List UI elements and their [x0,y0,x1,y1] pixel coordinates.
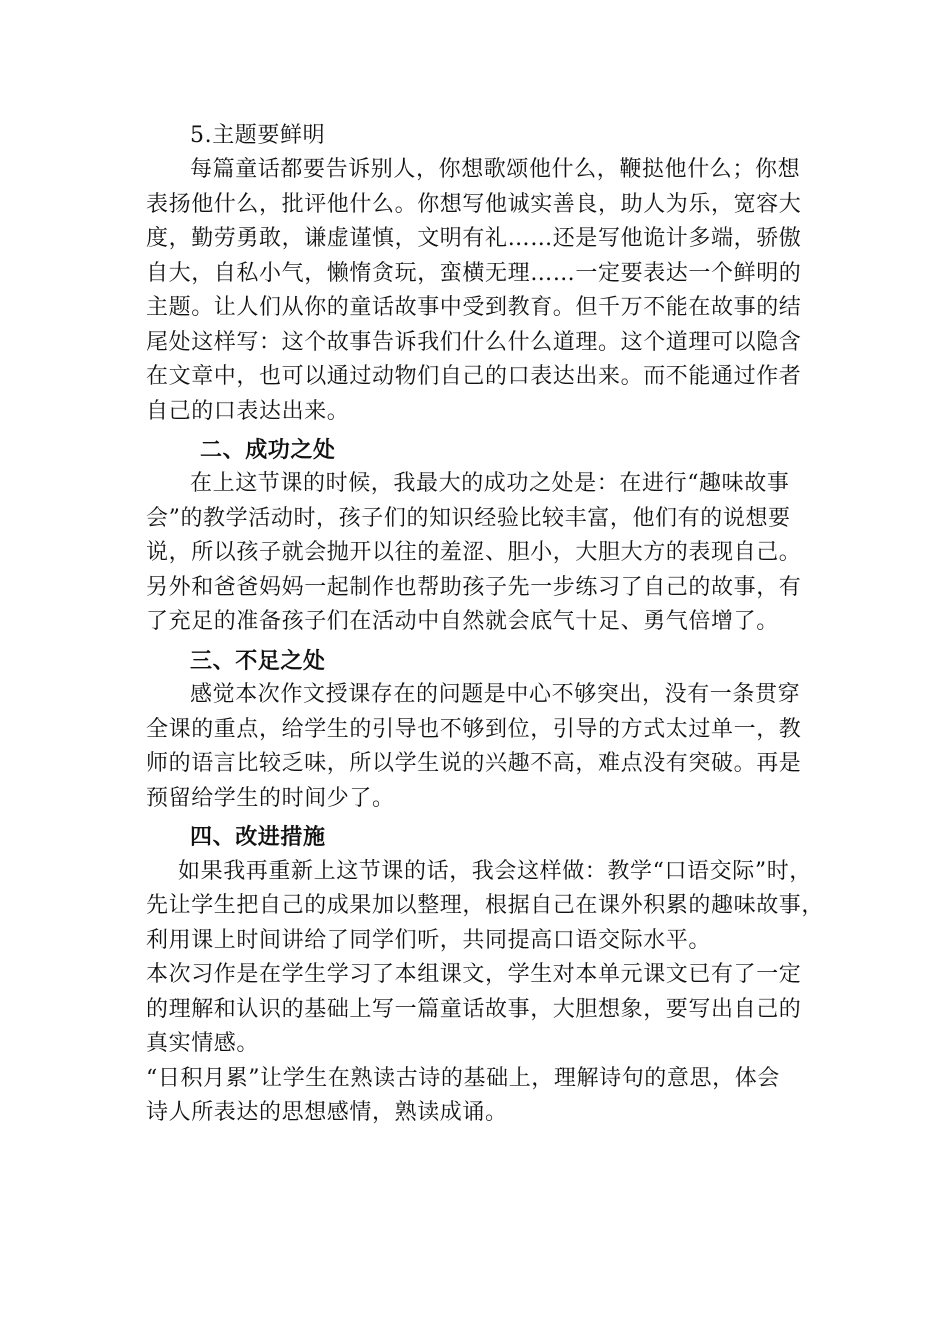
paragraph-line: 了充足的准备孩子们在活动中自然就会底气十足、勇气倍增了。 [146,609,779,634]
paragraph-line: 度，勤劳勇敢，谦虚谨慎，文明有礼……还是写他诡计多端，骄傲 [146,226,802,251]
paragraph-line: 会”的教学活动时，孩子们的知识经验比较丰富，他们有的说想要 [146,506,791,531]
paragraph-line: 利用课上时间讲给了同学们听，共同提高口语交际水平。 [146,928,712,953]
paragraph-line: 全课的重点，给学生的引导也不够到位，引导的方式太过单一，教 [146,717,802,742]
paragraph-line: 真实情感。 [146,1031,260,1056]
paragraph-line: 每篇童话都要告诉别人，你想歌颂他什么，鞭挞他什么；你想 [190,157,801,182]
paragraph-line: 尾处这样写：这个故事告诉我们什么什么道理。这个道理可以隐含 [146,330,802,355]
paragraph-line: 诗人所表达的思想感情，熟读成诵。 [146,1100,508,1125]
paragraph-line: 预留给学生的时间少了。 [146,786,395,811]
paragraph-line: 主题。让人们从你的童话故事中受到教育。但千万不能在故事的结 [146,295,802,320]
section-heading-shortcoming: 三、不足之处 [190,648,326,674]
paragraph-line: 自己的口表达出来。 [146,399,350,424]
paragraph-line: 在文章中，也可以通过动物们自己的口表达出来。而不能通过作者 [146,364,802,389]
paragraph-line: 先让学生把自己的成果加以整理，根据自己在课外积累的趣味故事， [146,893,825,918]
section-heading-success: 二、成功之处 [200,437,336,463]
section-heading-theme: 5.主题要鲜明 [190,123,326,148]
paragraph-line: 如果我再重新上这节课的话，我会这样做：教学“口语交际”时， [178,859,812,884]
paragraph-line: 另外和爸爸妈妈一起制作也帮助孩子先一步练习了自己的故事，有 [146,575,802,600]
paragraph-line: 感觉本次作文授课存在的问题是中心不够突出，没有一条贯穿 [190,682,801,707]
paragraph-line: “日积月累”让学生在熟读古诗的基础上，理解诗句的意思，体会 [146,1066,780,1091]
paragraph-line: 自大，自私小气，懒惰贪玩，蛮横无理……一定要表达一个鲜明的 [146,261,802,286]
section-heading-improve: 四、改进措施 [190,824,326,850]
paragraph-line: 的理解和认识的基础上写一篇童话故事，大胆想象，要写出自己的 [146,997,802,1022]
paragraph-line: 说，所以孩子就会抛开以往的羞涩、胆小，大胆大方的表现自己。 [146,540,802,565]
paragraph-line: 在上这节课的时候，我最大的成功之处是：在进行“趣味故事 [190,471,790,496]
paragraph-line: 表扬他什么，批评他什么。你想写他诚实善良，助人为乐，宽容大 [146,192,802,217]
paragraph-line: 师的语言比较乏味，所以学生说的兴趣不高，难点没有突破。再是 [146,751,802,776]
paragraph-line: 本次习作是在学生学习了本组课文，学生对本单元课文已有了一定 [146,962,802,987]
